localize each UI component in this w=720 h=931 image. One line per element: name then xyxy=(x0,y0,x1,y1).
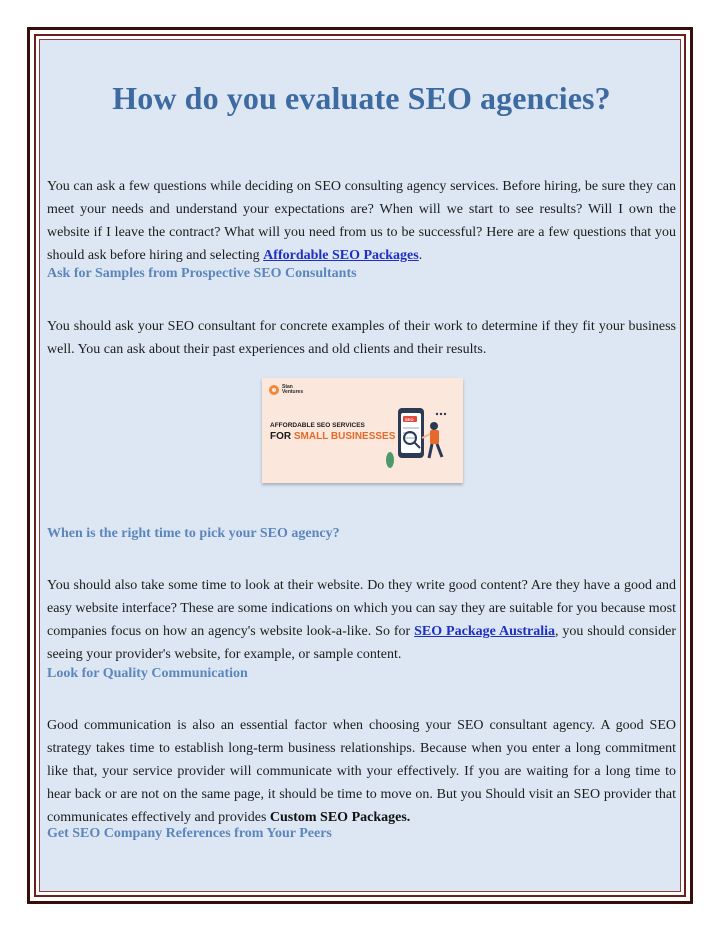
banner-line2-highlight: SMALL BUSINESSES xyxy=(293,431,396,442)
affordable-seo-packages-link[interactable]: Affordable SEO Packages xyxy=(263,248,419,263)
custom-seo-packages-text: Custom SEO Packages. xyxy=(269,810,411,825)
section-heading-references: Get SEO Company References from Your Peers xyxy=(47,826,332,841)
seo-package-australia-link[interactable]: SEO Package Australia xyxy=(414,624,555,639)
intro-after: . xyxy=(418,248,423,263)
page-title: How do you evaluate SEO agencies? xyxy=(112,80,611,116)
document-page xyxy=(39,39,681,892)
intro-paragraph xyxy=(47,175,676,267)
phone-badge-text: SEO xyxy=(405,417,414,422)
section-heading-samples: Ask for Samples from Prospective SEO Consultants xyxy=(47,266,357,281)
page-border-outer xyxy=(27,27,693,904)
banner-title-line1: AFFORDABLE SEO SERVICES xyxy=(270,422,365,429)
banner-line2-prefix: FOR xyxy=(270,431,294,442)
logo-text: Stan Ventures xyxy=(282,384,304,395)
timing-after: , you should consider seeing your provider's website, for example, or sample content. xyxy=(47,624,677,662)
samples-paragraph: You should ask your SEO consultant for concrete examples of their work to determine if they fit your business well. You can ask about their past experiences and old clients and their results. xyxy=(47,319,676,357)
seo-services-banner-image xyxy=(262,378,463,483)
communication-text: Good communication is also an essential factor when choosing your SEO consultant agency. A good SEO strategy takes time to establish long-term business relationships. Because when you enter a long commitment like that, your service provider will communicate with your effectively. If you are waiting for a long time to hear back or are not on the same page, it should be time to move on. But you Should visit an SEO provider that communicates effectively and provides xyxy=(47,718,676,825)
page-border-inner xyxy=(34,34,686,897)
section-heading-communication: Look for Quality Communication xyxy=(47,666,248,681)
intro-text: You can ask a few questions while deciding on SEO consulting agency services. Before hiring, be sure they can meet your needs and understand your expectations are? When will we start to see results? Will I own the website if I leave the contract? What will you need from us to be successful? Here are a few questions that you should ask before hiring and selecting xyxy=(47,179,676,263)
timing-paragraph xyxy=(47,574,676,666)
communication-paragraph xyxy=(47,714,676,829)
document-content xyxy=(47,40,676,891)
section-heading-timing: When is the right time to pick your SEO agency? xyxy=(47,526,340,541)
seo-illustration-icon xyxy=(262,378,463,483)
timing-text: You should also take some time to look at their website. Do they write good content? Are they have a good and easy website interface? These are some indications on which you can say they are suitable for you because most companies focus on how an agency's website look-a-like. So for xyxy=(47,578,676,639)
